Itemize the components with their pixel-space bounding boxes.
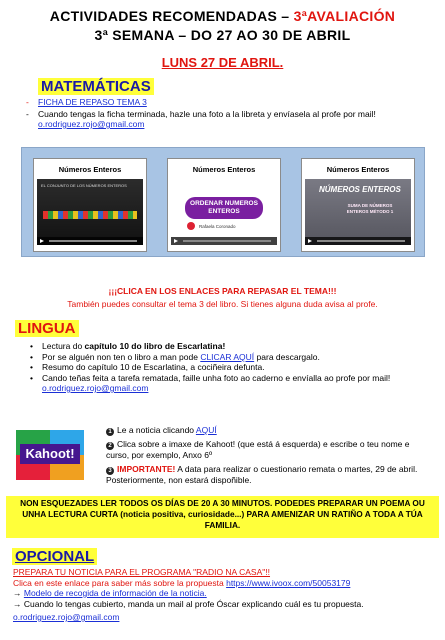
dash-mark: - bbox=[26, 108, 29, 119]
video-thumbnail-2[interactable] bbox=[167, 158, 281, 252]
video-screen bbox=[171, 179, 277, 245]
kahoot-logo: Kahoot! bbox=[20, 444, 80, 464]
matematicas-list bbox=[26, 97, 426, 130]
video-controls[interactable] bbox=[37, 237, 143, 245]
lingua-list bbox=[30, 341, 430, 394]
bullet-icon: • bbox=[30, 341, 33, 351]
email-link[interactable]: o.rodriguez.rojo@gmail.com bbox=[42, 383, 149, 393]
send-line bbox=[13, 599, 433, 610]
download-link[interactable]: CLICAR AQUÍ bbox=[200, 351, 255, 362]
step-2 bbox=[106, 439, 428, 461]
reading-notice: NON ESQUEZADES LER TODOS OS DÍAS DE 20 A 30 MINUTOS. PODEDES PREPARAR UN POEMA OU UNHA LECTURA CURTA (noticia positiva, curiosidade...) PARA AMENIZAR UN RATIÑO A TODA A TÚA FAMILIA. bbox=[6, 496, 439, 538]
video-screen bbox=[305, 179, 411, 245]
clica-notice: ¡¡¡CLICA EN LOS ENLACES PARA REPASAR EL TEMA!!! bbox=[108, 286, 337, 296]
opcional-title: OPCIONAL bbox=[12, 548, 97, 565]
text: Resumo do capítulo 10 de Escarlatina, a cociñeira defunta. bbox=[42, 362, 265, 372]
video-title: Números Enteros bbox=[192, 165, 256, 174]
text: Lectura do bbox=[42, 341, 85, 351]
play-icon bbox=[40, 239, 44, 243]
instruction-text: Cuando tengas la ficha terminada, hazle una foto a la libreta y envíasela al profe por mail! bbox=[38, 108, 376, 119]
opcional-content bbox=[13, 567, 433, 623]
title-evaluation: 3ªAVALIACIÓN bbox=[293, 8, 396, 24]
radio-heading: PREPARA TU NOTICIA PARA EL PROGRAMA "RADIO NA CASA"!! bbox=[13, 567, 271, 577]
video-overlay-text: EL CONJUNTO DE LOS NÚMEROS ENTEROS bbox=[41, 183, 127, 188]
dash-mark: - bbox=[26, 97, 29, 107]
step-3-icon: 3 bbox=[106, 467, 114, 475]
list-item bbox=[30, 373, 430, 394]
email-line bbox=[13, 612, 433, 623]
section-matematicas-title bbox=[38, 78, 154, 96]
video-title: Números Enteros bbox=[58, 165, 122, 174]
video-title: Números Enteros bbox=[326, 165, 390, 174]
week-subtitle: 3ª SEMANA – DO 27 AO 30 DE ABRIL bbox=[94, 27, 351, 43]
bold-text: capítulo 10 do libro de Escarlatina! bbox=[84, 341, 226, 351]
day-heading-text: LUNS 27 DE ABRIL. bbox=[161, 55, 284, 70]
day-heading bbox=[0, 55, 445, 70]
video-author: Rafaela Coronado bbox=[199, 224, 236, 229]
video-overlay-text: ORDENAR NUMEROS ENTEROS bbox=[185, 197, 263, 219]
model-line bbox=[13, 588, 433, 599]
list-item bbox=[30, 352, 430, 363]
progress-bar bbox=[317, 240, 405, 242]
arrow-icon: → bbox=[13, 598, 24, 609]
step-2-icon: 2 bbox=[106, 442, 114, 450]
model-link[interactable]: Modelo de recogida de información de la noticia. bbox=[23, 588, 207, 598]
text: Cuando lo tengas cubierto, manda un mail al profe Óscar explicando cuál es tu propuesta. bbox=[23, 598, 364, 609]
bullet-icon: • bbox=[30, 362, 33, 372]
text: Clica en este enlace para saber más sobre la propuesta bbox=[13, 577, 227, 588]
bullet-icon: • bbox=[30, 372, 33, 383]
list-item bbox=[26, 109, 426, 130]
video-subtitle: SUMA DE NÚMEROS ENTEROS MÉTODO 1 bbox=[346, 203, 394, 214]
progress-bar bbox=[49, 240, 137, 242]
step-3 bbox=[106, 464, 428, 486]
video-gallery bbox=[21, 147, 425, 257]
section-opcional-title bbox=[12, 548, 97, 566]
title-part1: ACTIVIDADES RECOMENDADAS – bbox=[49, 8, 294, 24]
logo-icon bbox=[187, 222, 195, 230]
video-thumbnail-1[interactable] bbox=[33, 158, 147, 252]
text: para descargalo. bbox=[254, 351, 320, 362]
step-1 bbox=[106, 425, 428, 436]
section-lingua-title bbox=[15, 320, 79, 338]
important-label: IMPORTANTE! bbox=[117, 463, 176, 474]
list-item bbox=[30, 341, 430, 352]
ivoox-link[interactable]: https://www.ivoox.com/50053179 bbox=[226, 577, 351, 588]
text: Cando teñas feita a tarefa rematada, faille unha foto ao caderno e envíalla ao profe por mail! bbox=[42, 372, 391, 383]
matematicas-title: MATEMÁTICAS bbox=[38, 78, 154, 95]
play-icon bbox=[174, 239, 178, 243]
text: A data para realizar o cuestionario remata o martes, 29 de abril. Posteriormente, non estará dispoñible. bbox=[106, 463, 418, 485]
play-icon bbox=[308, 239, 312, 243]
page-title bbox=[0, 8, 445, 24]
video-overlay-text: NÚMEROS ENTEROS bbox=[319, 185, 401, 194]
text: Por se alguén non ten o libro a man pode bbox=[42, 351, 201, 362]
arrow-icon: → bbox=[13, 588, 24, 598]
list-item bbox=[30, 362, 430, 373]
email-link[interactable]: o.rodriguez.rojo@gmail.com bbox=[13, 612, 120, 622]
step-1-icon: 1 bbox=[106, 428, 114, 436]
bullet-icon: • bbox=[30, 351, 33, 362]
text: Clica sobre a imaxe de Kahoot! (que está á esquerda) e escribe o teu nome e curso, por exemplo, Anxo 6º bbox=[106, 439, 410, 460]
email-link[interactable]: o.rodriguez.rojo@gmail.com bbox=[38, 119, 145, 129]
video-controls[interactable] bbox=[305, 237, 411, 245]
progress-bar bbox=[183, 240, 271, 242]
list-item bbox=[26, 97, 426, 108]
lingua-title: LINGUA bbox=[15, 320, 79, 337]
abacus-graphic bbox=[43, 211, 137, 219]
video-thumbnail-3[interactable] bbox=[301, 158, 415, 252]
kahoot-steps bbox=[106, 425, 428, 485]
kahoot-image[interactable] bbox=[16, 430, 84, 480]
news-link[interactable]: AQUÍ bbox=[195, 425, 217, 435]
ficha-repaso-link[interactable]: FICHA DE REPASO TEMA 3 bbox=[38, 97, 147, 107]
tambien-text: También puedes consultar el tema 3 del libro. Si tienes alguna duda avisa al profe. bbox=[67, 299, 378, 309]
proposal-line bbox=[13, 578, 433, 589]
video-controls[interactable] bbox=[171, 237, 277, 245]
video-screen bbox=[37, 179, 143, 245]
text: Le a noticia clicando bbox=[117, 425, 196, 435]
